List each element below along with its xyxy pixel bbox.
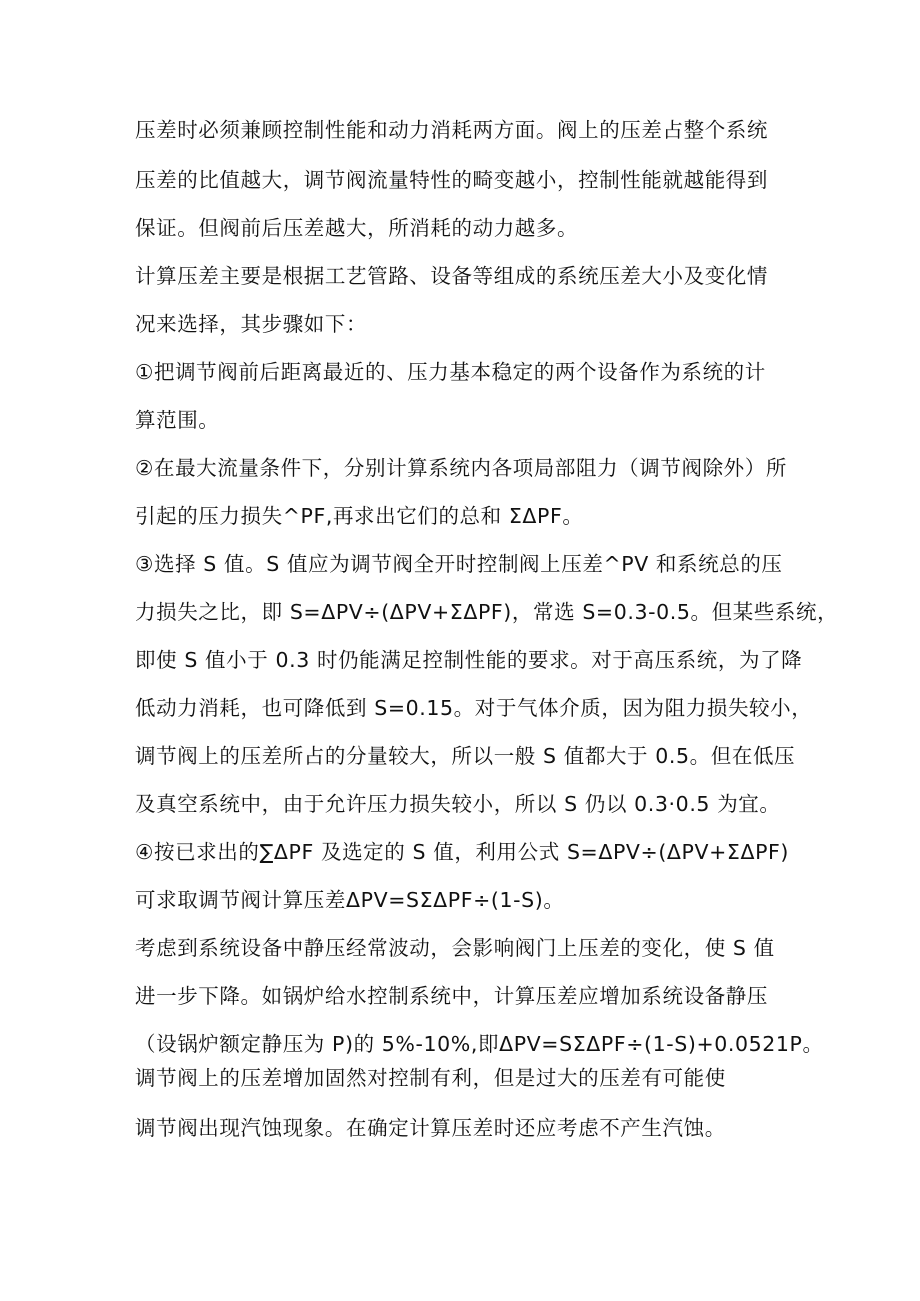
text-line: 保证。但阀前后压差越大，所消耗的动力越多。 [135, 216, 579, 240]
text-line: ②在最大流量条件下，分别计算系统内各项局部阻力（调节阀除外）所 [135, 456, 787, 480]
text-line: 算范围。 [135, 408, 220, 432]
text-line: 调节阀上的压差增加固然对控制有利，但是过大的压差有可能使 [135, 1066, 726, 1090]
text-line: 可求取调节阀计算压差ΔPV=SΣΔPF÷(1-S)。 [135, 888, 565, 912]
text-line: 低动力消耗，也可降低到 S=0.15。对于气体介质，因为阻力损失较小， [135, 696, 813, 720]
text-line: 考虑到系统设备中静压经常波动，会影响阀门上压差的变化，使 S 值 [135, 936, 775, 960]
text-line: ③选择 S 值。S 值应为调节阀全开时控制阀上压差^PV 和系统总的压 [135, 552, 783, 576]
text-line: 调节阀出现汽蚀现象。在确定计算压差时还应考虑不产生汽蚀。 [135, 1116, 726, 1140]
text-line: 计算压差主要是根据工艺管路、设备等组成的系统压差大小及变化情 [135, 264, 768, 288]
text-line: 引起的压力损失^PF,再求出它们的总和 ΣΔPF。 [135, 504, 584, 528]
text-line: 进一步下降。如锅炉给水控制系统中，计算压差应增加系统设备静压 [135, 984, 768, 1008]
text-line: ④按已求出的∑ΔPF 及选定的 S 值，利用公式 S=ΔPV÷(ΔPV+ΣΔPF) [135, 840, 790, 864]
text-line: 压差的比值越大，调节阀流量特性的畸变越小，控制性能就越能得到 [135, 168, 768, 192]
text-line: 及真空系统中，由于允许压力损失较小，所以 S 仍以 0.3·0.5 为宜。 [135, 792, 781, 816]
text-line: ①把调节阀前后距离最近的、压力基本稳定的两个设备作为系统的计 [135, 360, 766, 384]
text-line: （设锅炉额定静压为 P)的 5%-10%,即ΔPV=SΣΔPF÷(1-S)+0.0521P。 [135, 1032, 824, 1056]
text-line: 即使 S 值小于 0.3 时仍能满足控制性能的要求。对于高压系统，为了降 [135, 648, 803, 672]
text-line: 调节阀上的压差所占的分量较大，所以一般 S 值都大于 0.5。但在低压 [135, 744, 796, 768]
text-line: 况来选择，其步骤如下： [135, 312, 368, 336]
text-line: 压差时必须兼顾控制性能和动力消耗两方面。阀上的压差占整个系统 [135, 118, 768, 142]
text-line: 力损失之比，即 S=ΔPV÷(ΔPV+ΣΔPF)，常选 S=0.3-0.5。但某些系统， [135, 600, 839, 624]
